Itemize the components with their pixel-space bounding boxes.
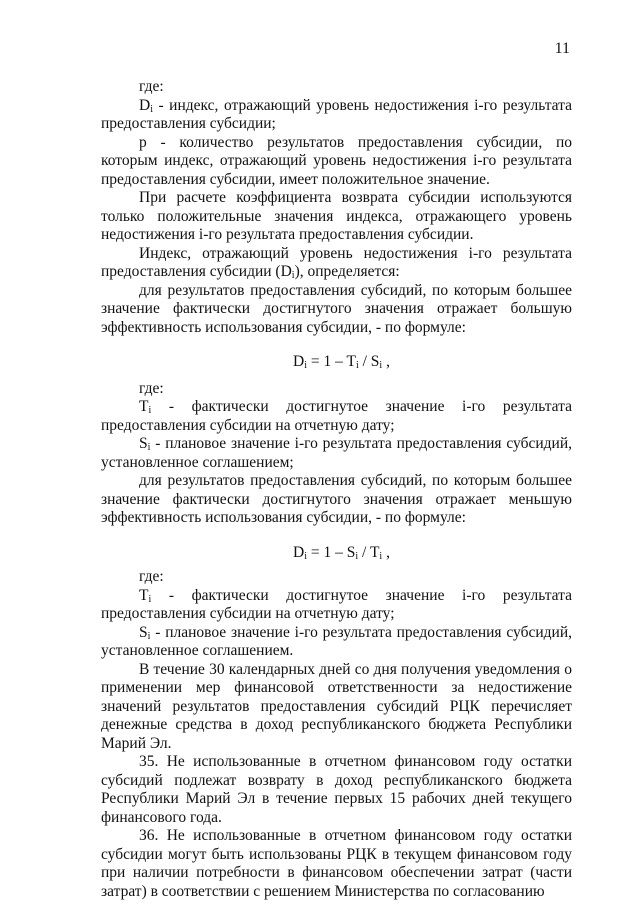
formula-2 — [101, 544, 572, 563]
paragraph-30-days: В течение 30 календарных дней со дня получения уведомления о применении мер финансовой ответственности за недостижение значений результатов предоставления субсидий РЦК перечисляет денежные средства в доход республиканского бюджета Республики Марий Эл. — [101, 660, 572, 752]
where-label-2: где: — [139, 379, 164, 397]
index-definition-text-b: ), определяется: — [294, 263, 400, 280]
var-s-1: S — [139, 435, 148, 452]
paragraph-case-greater-better: для результатов предоставления субсидий, по которым большее значение фактически достигнутого значения отражает большую эффективность использования субсидии, - по формуле: — [101, 281, 572, 336]
paragraph-positive-values: При расчете коэффициента возврата субсидии используются только положительные значения индекса, отражающего уровень недостижения i-го результата предоставления субсидии. — [101, 189, 572, 243]
clause-36: 36. Не использованные в отчетном финансовом году остатки субсидии могут быть использованы РЦК в текущем финансовом году при наличии потребности в финансовом обеспечении затрат (части затрат) в соответствии с решением Министерства по согласованию — [101, 827, 572, 900]
definition-d — [101, 97, 572, 134]
index-definition-text-a: Индекс, отражающий уровень недостижения i-го результата предоставления субсидии (D — [101, 244, 572, 280]
formula-1 — [101, 353, 572, 372]
formula-2-d-sub: i — [304, 550, 308, 562]
formula-1-slash: / S — [358, 353, 380, 370]
definition-t-2 — [101, 587, 572, 624]
var-d: D — [139, 96, 151, 114]
var-t-2: T — [139, 586, 149, 604]
where-label-3: где: — [139, 568, 164, 585]
definition-t-1 — [101, 398, 572, 435]
formula-2-end: , — [382, 543, 390, 561]
definition-s-1-text: - плановое значение i-го результата предоставления субсидий, установленное соглашением; — [101, 435, 572, 471]
var-d-subscript: i — [150, 103, 153, 115]
paragraph-case-greater-worse: для результатов предоставления субсидий, по которым большее значение фактически достигнутого значения отражает меньшую эффективность использования субсидии, - по формуле: — [101, 472, 572, 526]
formula-1-t-sub: i — [355, 360, 359, 371]
paragraph-index-definition — [101, 245, 572, 282]
document-body — [101, 78, 572, 901]
definition-s-2-text: - плановое значение i-го результата предоставления субсидий, установленное соглашением. — [101, 623, 572, 659]
definition-s-1 — [101, 435, 572, 472]
page-number: 11 — [554, 40, 570, 57]
definition-d-text: - индекс, отражающий уровень недостижения i-го результата предоставления субсидии; — [101, 96, 572, 132]
formula-1-d: D — [293, 353, 305, 370]
var-s-1-subscript: i — [147, 442, 151, 453]
definition-s-2 — [101, 624, 572, 661]
formula-2-mid: = 1 – S — [307, 543, 356, 561]
formula-1-mid: = 1 – T — [307, 353, 356, 370]
var-t-1: T — [139, 398, 149, 415]
formula-1-end: , — [382, 353, 390, 370]
formula-2-slash: / T — [358, 543, 380, 561]
formula-1-d-sub: i — [304, 360, 308, 371]
formula-2-t-sub: i — [379, 550, 383, 562]
index-definition-subscript: i — [291, 270, 295, 281]
var-t-1-subscript: i — [148, 405, 152, 416]
formula-2-s-sub: i — [355, 550, 359, 562]
var-s-2: S — [139, 623, 148, 641]
definition-t-1-text: - фактически достигнутое значение i-го результата предоставления субсидии на отчетную дату; — [101, 398, 572, 434]
var-t-2-subscript: i — [148, 593, 152, 605]
formula-2-d: D — [293, 543, 305, 561]
formula-1-s-sub: i — [379, 360, 383, 371]
where-label-1: где: — [139, 78, 164, 95]
var-s-2-subscript: i — [147, 630, 151, 642]
definition-p: р - количество результатов предоставления субсидии, по которым индекс, отражающий уровень недостижения i-го результата предоставления субсидии, имеет положительное значение. — [101, 133, 572, 188]
definition-t-2-text: - фактически достигнутое значение i-го результата предоставления субсидии на отчетную дату; — [101, 586, 572, 622]
clause-35: 35. Не использованные в отчетном финансовом году остатки субсидий подлежат возврату в доход республиканского бюджета Республики Марий Эл в течение первых 15 рабочих дней текущего финансового года. — [101, 753, 572, 826]
